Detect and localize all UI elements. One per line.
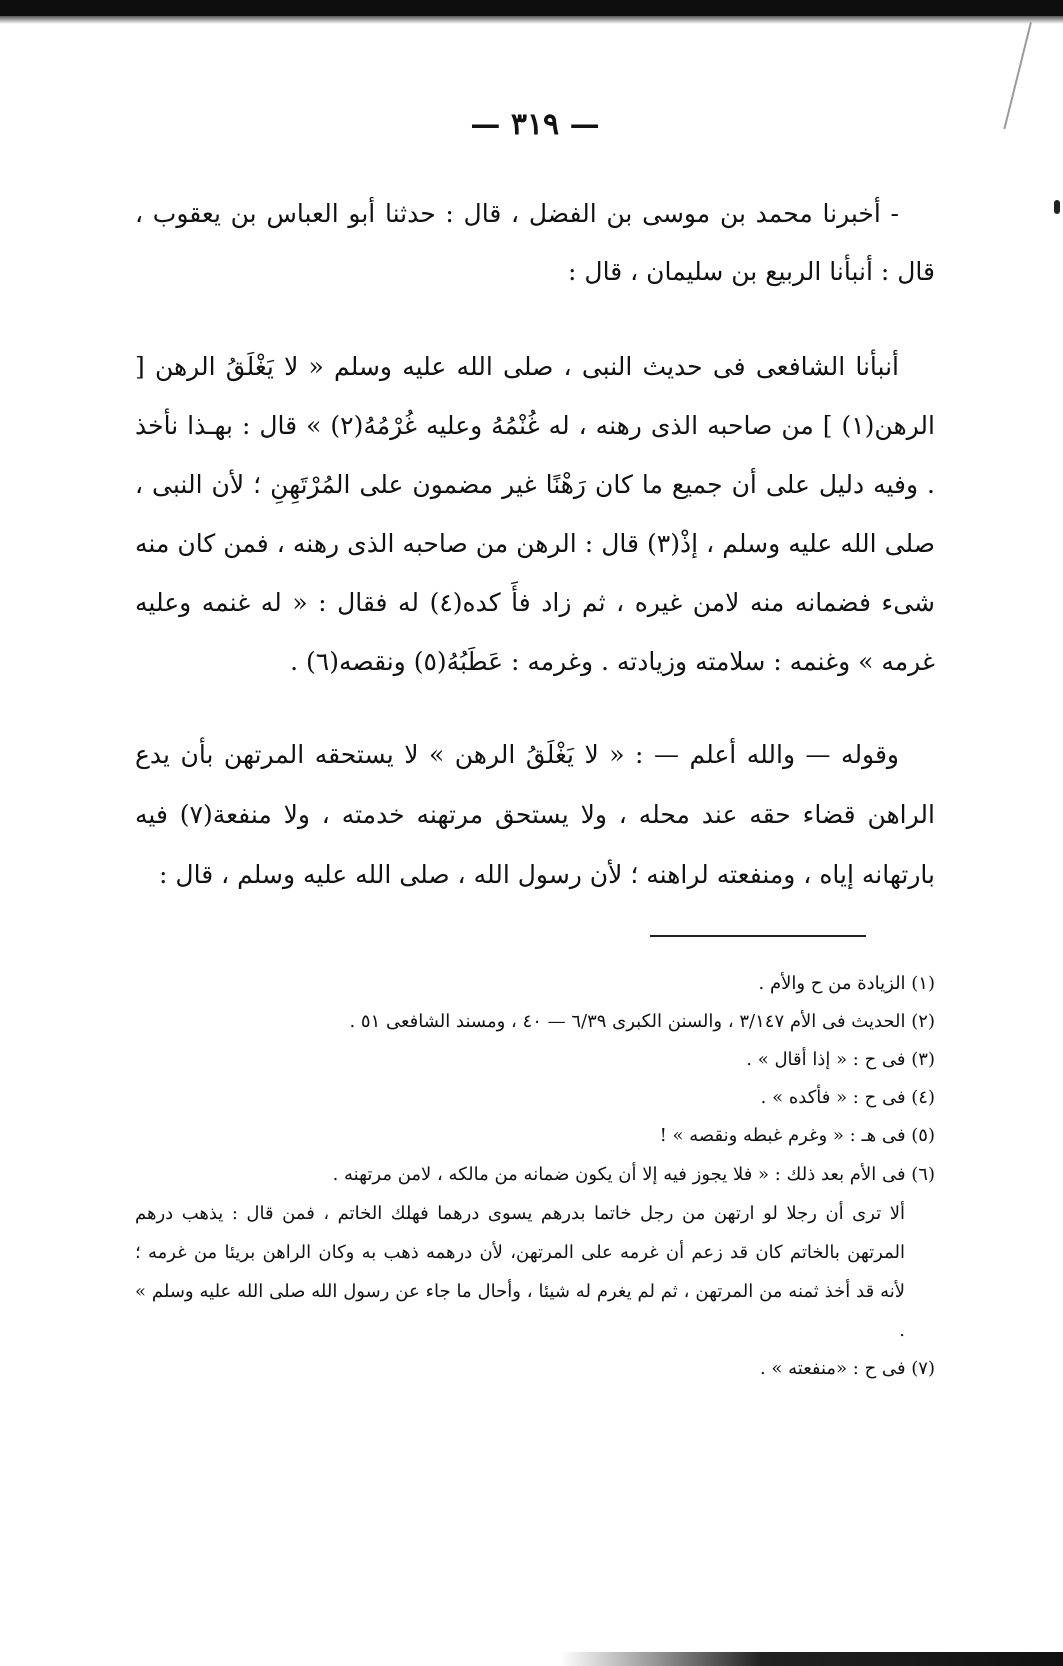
scan-bottom-edge bbox=[560, 1652, 1063, 1666]
footnote-5: (٥) فى هـ : « وغرم غبطه ونقصه » ! bbox=[659, 1125, 935, 1146]
footnote-separator bbox=[650, 935, 866, 937]
footnote-2: (٢) الحديث فى الأم ٣/١٤٧ ، والسنن الكبرى ٦/٣٩ — ٤٠ ، ومسند الشافعى ٥١ . bbox=[349, 1011, 935, 1032]
paragraph-text-2: وقوله — والله أعلم — : « لا يَغْلَقُ الرهن » لا يستحقه المرتهن بأن يدع الراهن قضاء حقه عند محله ، ولا يستحق مرتهنه خدمته ، ولا منفعة(٧) فيه بارتهانه إياه ، ومنفعته لراهنه ؛ لأن رسول الله ، صلى الله عليه وسلم ، قال : bbox=[135, 740, 935, 889]
footnote-4: (٤) فى ح : « فأكده » . bbox=[760, 1087, 935, 1108]
isnad-chain bbox=[135, 185, 935, 301]
footnote-7: (٧) فى ح : «منفعته » . bbox=[759, 1358, 935, 1379]
scan-top-edge bbox=[0, 0, 1063, 16]
footnote-6 bbox=[135, 1155, 935, 1350]
footnote-1: (١) الزيادة من ح والأم . bbox=[758, 973, 935, 994]
paragraph-hadith bbox=[135, 337, 935, 691]
footnote-6-lead: (٦) فى الأم بعد ذلك : « فلا يجوز فيه إلا أن يكون ضمانه من مالكه ، لامن مرتهنه . bbox=[332, 1164, 935, 1185]
page-number: — ٣١٩ — bbox=[470, 107, 600, 142]
paragraph-text-1: أنبأنا الشافعى فى حديث النبى ، صلى الله عليه وسلم « لا يَغْلَقُ الرهن [ الرهن(١) ] من صاحبه الذى رهنه ، له غُنْمُهُ وعليه غُرْمُهُ(٢) » قال : بهـذا نأخذ . وفيه دليل على أن جميع ما كان رَهْنًا غير مضمون على المُرْتَهِنِ ؛ لأن النبى ، صلى الله عليه وسلم ، إذْ(٣) قال : الرهن من صاحبه الذى رهنه ، فمن كان منه شىء فضمانه منه لامن غيره ، ثم زاد فأَ كده(٤) له فقال : « له غنمه وعليه غرمه » وغنمه : سلامته وزيادته . وغرمه : عَطَبُهُ(٥) ونقصه(٦) . bbox=[135, 352, 936, 676]
footnotes bbox=[135, 965, 935, 1388]
footnote-6-continuation: ألا ترى أن رجلا لو ارتهن من رجل خاتما بدرهم يسوى درهما فهلك الخاتم ، فمن قال : يذهب درهم المرتهن بالخاتم كان قد زعم أن غرمه على المرتهن، لأن درهمه ذهب به وكان الراهن بريئا من غرمه ؛ لأنه قد أخذ ثمنه من المرتهن ، ثم لم يغرم له شيئا ، وأحال ما جاء عن رسول الله صلى الله عليه وسلم » . bbox=[135, 1203, 905, 1341]
isnad-text: - أخبرنا محمد بن موسى بن الفضل ، قال : حدثنا أبو العباس بن يعقوب ، قال : أنبأنا الربيع بن سليمان ، قال : bbox=[135, 199, 935, 286]
footnote-3: (٣) فى ح : « إذا أقال » . bbox=[746, 1049, 935, 1070]
scan-top-shadow bbox=[0, 16, 1063, 24]
page-fold-line bbox=[1003, 22, 1032, 129]
paragraph-commentary bbox=[135, 725, 935, 905]
margin-ink-mark bbox=[1054, 200, 1060, 214]
